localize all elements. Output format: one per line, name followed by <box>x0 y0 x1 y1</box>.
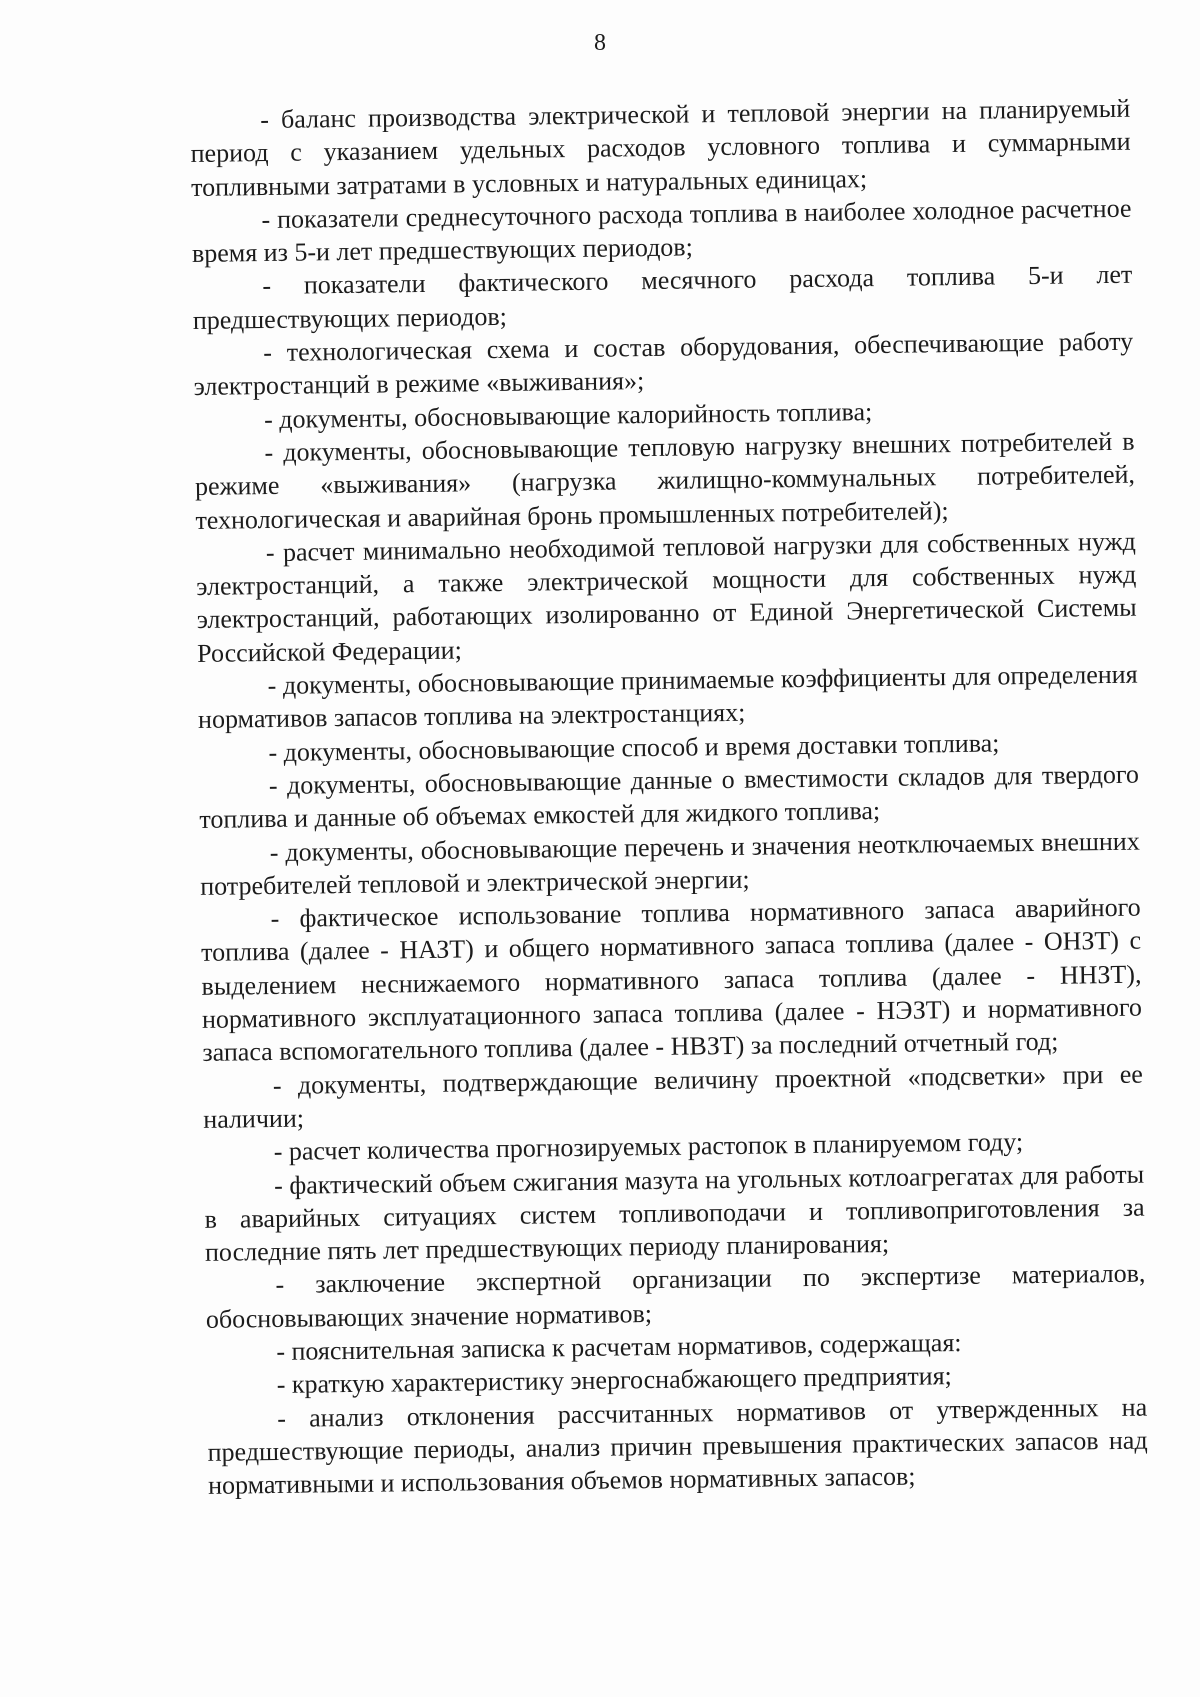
list-item: - документы, подтверждающие величину проектной «подсветки» при ее наличии; <box>203 1059 1143 1134</box>
list-item: - фактическое использование топлива нормативного запаса аварийного топлива (далее - НАЗТ) и общего нормативного запаса топлива (далее - ОНЗТ) с выделением неснижаемого нормативного запаса топлива (далее - ННЗТ), нормативного эксплуатационного запаса топлива (далее - НЭЗТ) и нормативного запаса вспомогательного топлива (далее - НВЗТ) за последний отчетный год; <box>200 892 1143 1068</box>
list-item: - документы, обосновывающие тепловую нагрузку внешних потребителей в режиме «выживания» (нагрузка жилищно-коммунальных потребителей, технологическая и аварийная бронь промышленных потребителей); <box>194 426 1136 535</box>
page-number: 8 <box>594 30 606 56</box>
list-item: - пояснительная записка к расчетам нормативов, содержащая: <box>276 1327 962 1366</box>
list-item: - документы, обосновывающие принимаемые коэффициенты для определения нормативов запасов топлива на электростанциях; <box>197 659 1138 735</box>
list-item: - технологическая схема и состав оборудования, обеспечивающие работу электростанций в режиме «выживания»; <box>193 326 1134 402</box>
list-item: - анализ отклонения рассчитанных нормативов от утвержденных на предшествующие периоды, анализ причин превышения практических запасов над нормативными и использования объемов нормативных запасов; <box>207 1392 1148 1501</box>
document-body <box>190 92 1148 1503</box>
list-item: - показатели среднесуточного расхода топлива в наиболее холодное расчетное время из 5-и лет предшествующих периодов; <box>191 193 1132 269</box>
list-item: - показатели фактического месячного расхода топлива 5-и лет предшествующих периодов; <box>192 260 1133 335</box>
list-item: - расчет минимально необходимой тепловой нагрузки для собственных нужд электростанций, а также электрической мощности для собственных нужд электростанций, работающих изолированно от Единой Энергетической Системы Российской Федерации; <box>196 526 1137 668</box>
list-item: - краткую характеристику энергоснабжающего предприятия; <box>276 1361 952 1400</box>
list-item: - баланс производства электрической и тепловой энергии на планируемый период с указанием удельных расходов условного топлива и суммарными топливными затратами в условных и натуральных единицах; <box>190 93 1131 202</box>
list-item: - заключение экспертной организации по экспертизе материалов, обосновывающих значение нормативов; <box>205 1258 1146 1334</box>
list-item: - документы, обосновывающие перечень и значения неотключаемых внешних потребителей тепловой и электрической энергии; <box>200 826 1140 901</box>
list-item: - документы, обосновывающие способ и время доставки топлива; <box>268 728 1000 767</box>
list-item: - фактический объем сжигания мазута на угольных котлоагрегатах для работы в аварийных ситуациях систем топливоподачи и топливоприготовления за последние пять лет предшествующих периоду планирования; <box>204 1159 1145 1267</box>
list-item: - документы, обосновывающие калорийность топлива; <box>263 396 873 434</box>
list-item: - документы, обосновывающие данные о вместимости складов для твердого топлива и данные об объемах емкостей для жидкого топлива; <box>199 759 1140 835</box>
list-item: - расчет количества прогнозируемых растопок в планируемом году; <box>273 1127 1024 1167</box>
